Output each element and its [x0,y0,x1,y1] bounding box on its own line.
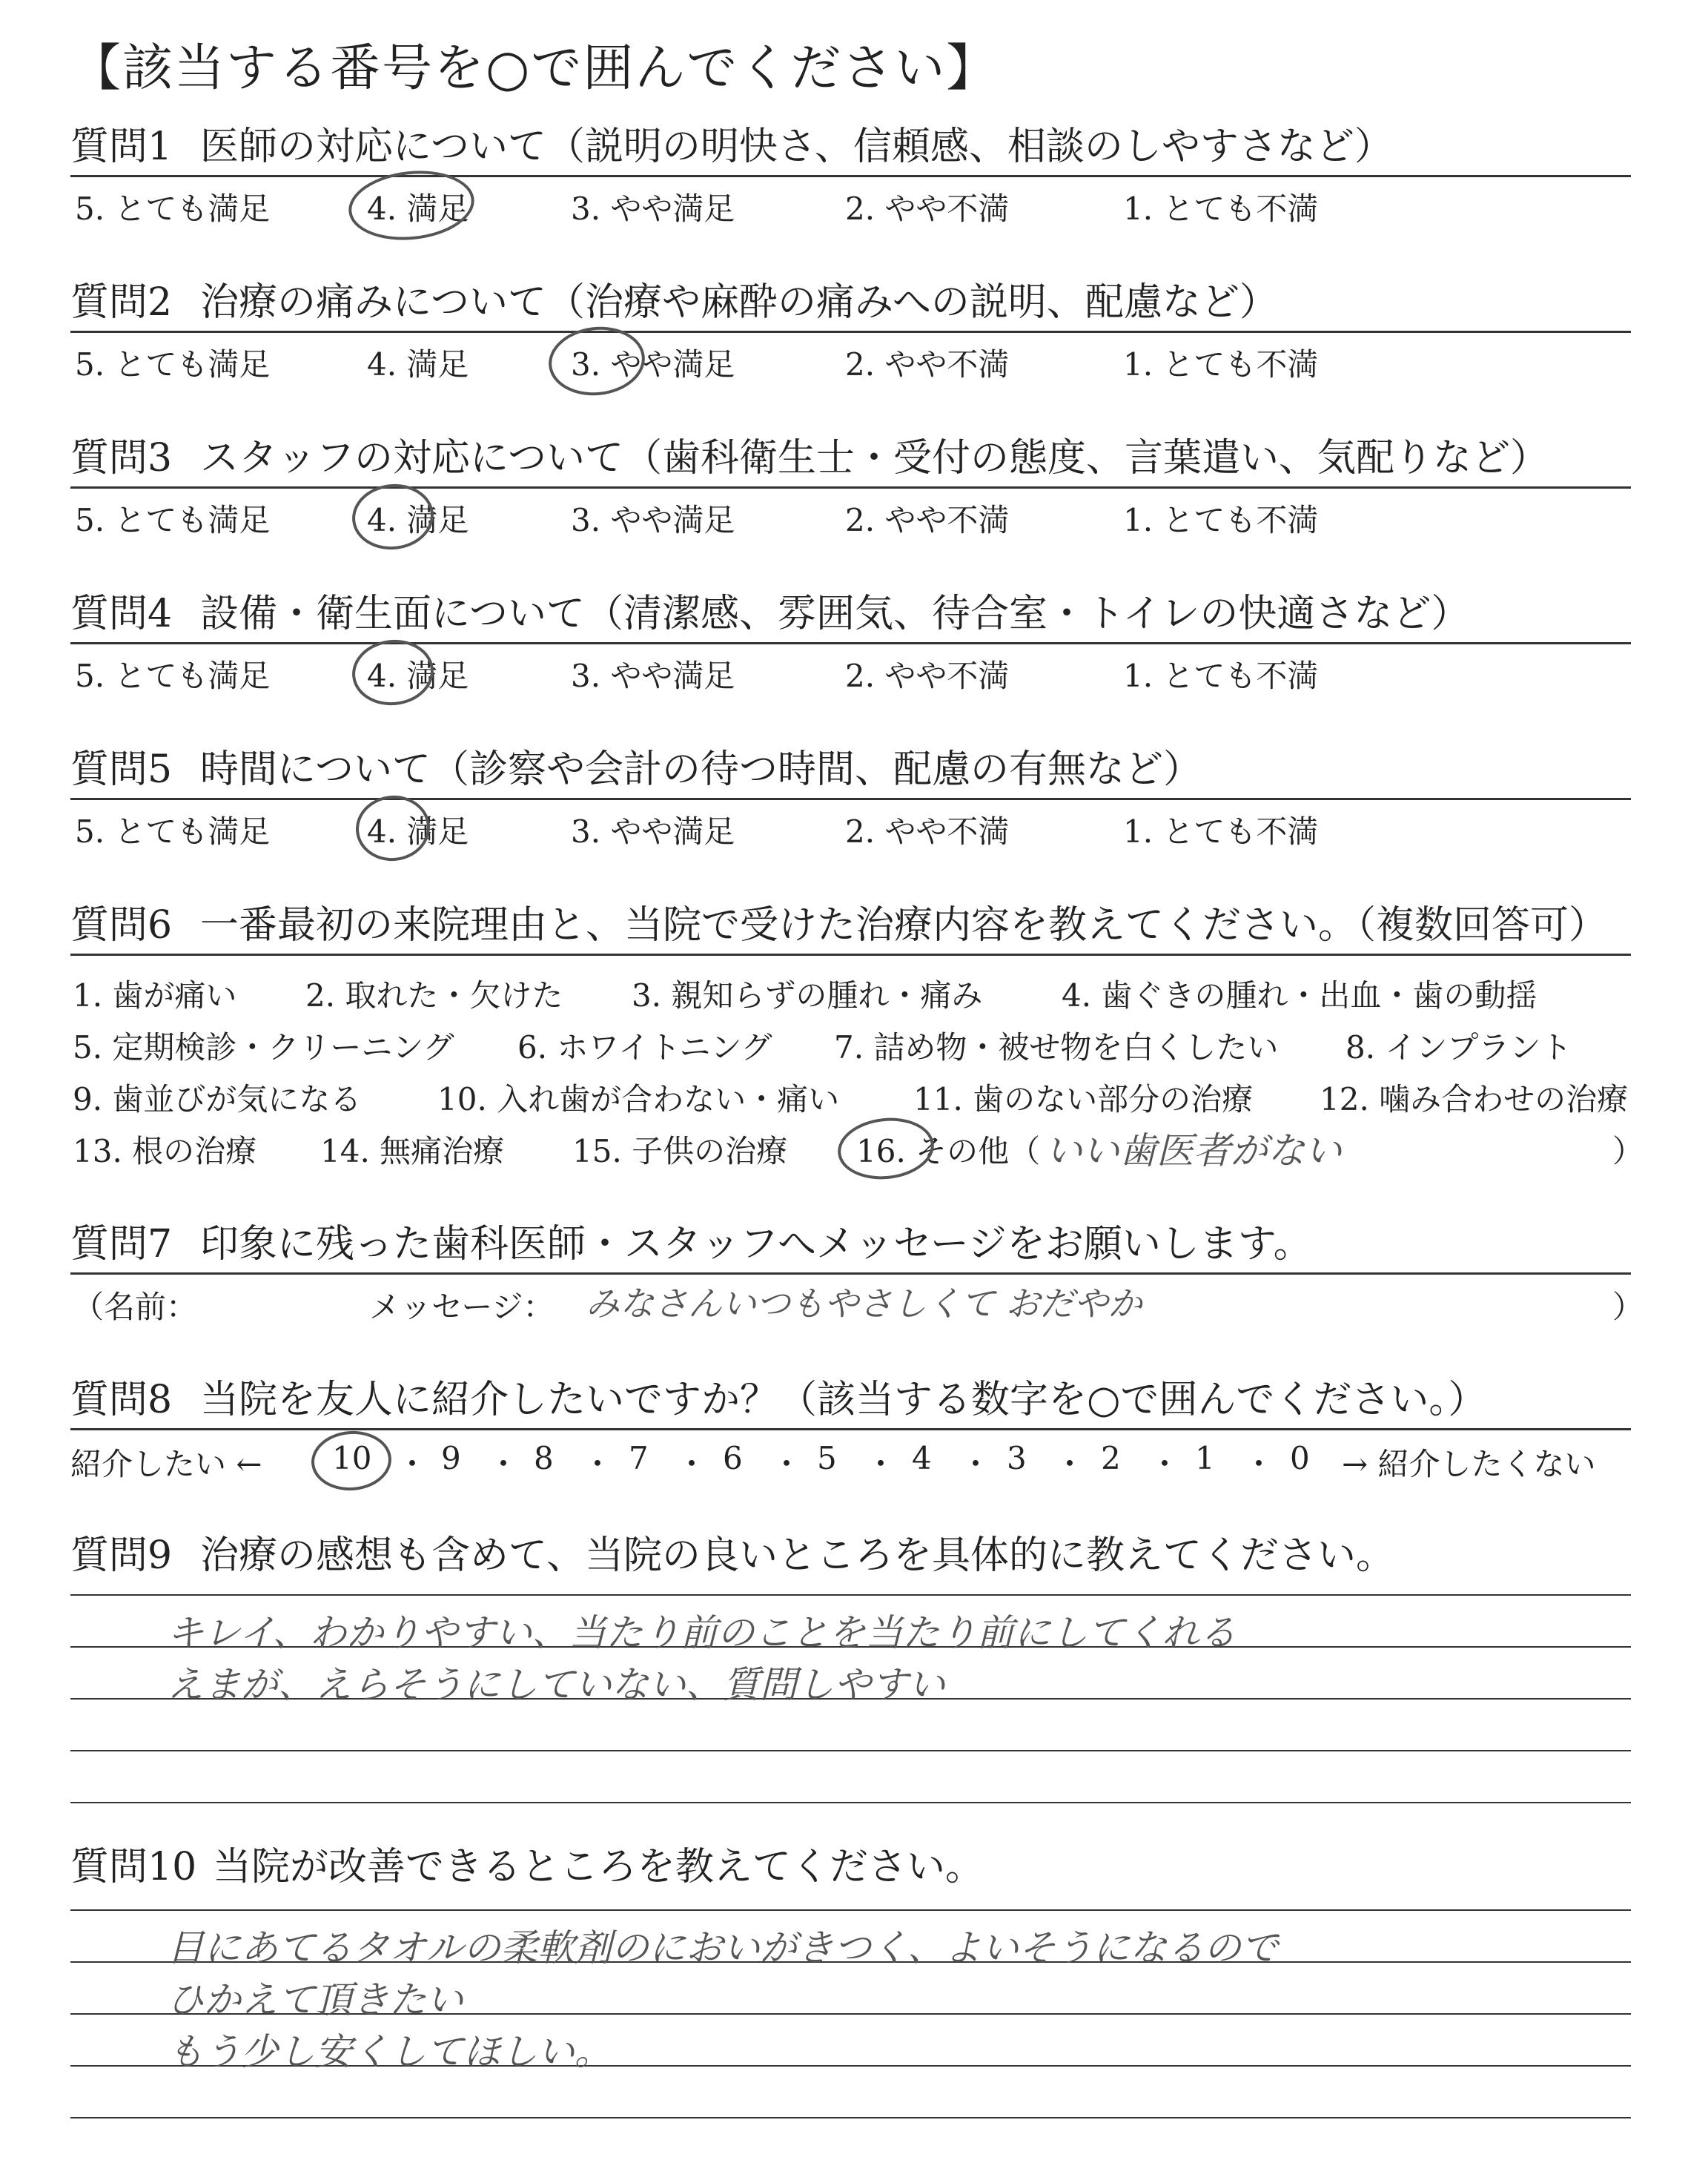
q6-option[interactable]: 10. 入れ歯が合わない・痛い [437,1081,840,1117]
question-number: 質問4 [70,592,173,636]
option-1[interactable]: 1. とても不満 [1123,813,1319,850]
q10-answer-line: 目にあてるタオルの柔軟剤のにおいがきつく、よいそうになるので [167,1926,1278,1969]
option-2[interactable]: 2. やや不満 [845,658,1010,694]
option-2[interactable]: 2. やや不満 [845,502,1010,538]
scale-6[interactable]: 6 [723,1440,743,1476]
question-text: 一番最初の来院理由と、当院で受けた治療内容を教えてください。（複数回答可） [200,903,1608,948]
question-text: スタッフの対応について（歯科衛生士・受付の態度、言葉遣い、気配りなど） [200,436,1549,480]
option-3[interactable]: 3. やや満足 [571,658,735,694]
q6-option-other[interactable]: 16. その他（ [856,1133,1041,1169]
option-5[interactable]: 5. とても満足 [75,658,271,694]
scale-left-label: 紹介したい ← [70,1446,262,1482]
q6-other-answer[interactable]: いい歯医者がない [1045,1129,1342,1172]
option-4[interactable]: 4. 満足 [367,191,469,227]
question-5 [70,742,1631,852]
option-5[interactable]: 5. とても満足 [75,346,271,383]
scale-7[interactable]: 7 [629,1440,649,1476]
q6-option[interactable]: 7. 詰め物・被せ物を白くしたい [834,1029,1279,1066]
scale-2[interactable]: 2 [1101,1440,1121,1476]
scale-3[interactable]: 3 [1007,1440,1027,1476]
question-8 [70,1372,1631,1430]
scale-dot: ・ [1243,1446,1275,1482]
scale-10[interactable]: 10 [332,1440,372,1476]
q6-option[interactable]: 1. 歯が痛い [73,977,237,1014]
selection-circle [353,792,434,865]
question-text: 印象に残った歯科医師・スタッフへメッセージをお願いします。 [200,1222,1312,1266]
scale-dot: ・ [771,1446,803,1482]
selection-circle [546,322,649,400]
option-3[interactable]: 3. やや満足 [571,813,735,850]
q6-option[interactable]: 12. 噛み合わせの治療 [1320,1081,1629,1117]
q6-option[interactable]: 3. 親知らずの腫れ・痛み [632,977,983,1014]
selection-circle [309,1428,393,1493]
option-3[interactable]: 3. やや満足 [571,502,735,538]
option-3[interactable]: 3. やや満足 [571,346,735,383]
q6-option[interactable]: 11. 歯のない部分の治療 [913,1081,1254,1117]
question-number: 質問2 [70,280,173,325]
option-1[interactable]: 1. とても不満 [1123,658,1319,694]
option-1[interactable]: 1. とても不満 [1123,191,1319,227]
option-2[interactable]: 2. やや不満 [845,346,1010,383]
question-text: 設備・衛生面について（清潔感、雰囲気、待合室・トイレの快適さなど） [200,592,1470,636]
scale-dot: ・ [1149,1446,1181,1482]
scale-dot: ・ [582,1446,614,1482]
question-3 [70,430,1631,541]
question-number: 質問6 [70,903,173,948]
scale-dot: ・ [488,1446,520,1482]
option-4[interactable]: 4. 満足 [367,813,469,850]
question-number: 質問9 [70,1533,173,1578]
scale-4[interactable]: 4 [912,1440,932,1476]
option-5[interactable]: 5. とても満足 [75,502,271,538]
ruled-line [70,1909,1631,1911]
option-4[interactable]: 4. 満足 [367,658,469,694]
scale-8[interactable]: 8 [534,1440,554,1476]
scale-dot: ・ [676,1446,708,1482]
option-1[interactable]: 1. とても不満 [1123,502,1319,538]
question-number: 質問8 [70,1378,173,1422]
form-title: 【該当する番号を○で囲んでください】 [70,39,999,98]
question-7 [70,1216,1631,1275]
question-9 [70,1527,1631,1584]
question-text: 治療の痛みについて（治療や麻酔の痛みへの説明、配慮など） [200,280,1278,325]
question-text: 医師の対応について（説明の明快さ、信頼感、相談のしやすさなど） [200,125,1393,169]
q9-answer-line: えまが、えらそうにしていない、質問しやすい [167,1663,945,1706]
q6-option[interactable]: 13. 根の治療 [73,1133,257,1169]
q7-close: ） [1612,1289,1644,1325]
scale-9[interactable]: 9 [441,1440,461,1476]
scale-0[interactable]: 0 [1290,1440,1310,1476]
question-4 [70,586,1631,696]
question-text: 当院が改善できるところを教えてください。 [213,1845,984,1889]
scale-dot: ・ [865,1446,897,1482]
question-number: 質問5 [70,747,173,792]
selection-circle [349,635,437,709]
ruled-line [70,1750,1631,1751]
option-5[interactable]: 5. とても満足 [75,813,271,850]
question-text: 当院を友人に紹介したいですか？（該当する数字を○で囲んでください。） [200,1378,1487,1422]
option-2[interactable]: 2. やや不満 [845,191,1010,227]
q7-name-label: （名前： [73,1289,198,1325]
question-number: 質問7 [70,1222,173,1266]
ruled-line [70,1802,1631,1803]
q6-option[interactable]: 14. 無痛治療 [320,1133,505,1169]
q9-answer-line: キレイ、わかりやすい、当たり前のことを当たり前にしてくれる [167,1611,1237,1654]
question-number: 質問1 [70,125,173,169]
question-10 [70,1839,1631,1895]
q6-other-close: ） [1612,1133,1644,1169]
selection-circle [349,480,437,553]
ruled-line [70,2117,1631,2118]
q7-message-label: メッセージ： [369,1289,555,1325]
ruled-line [70,1594,1631,1596]
scale-5[interactable]: 5 [817,1440,837,1476]
option-1[interactable]: 1. とても不満 [1123,346,1319,383]
q6-option[interactable]: 5. 定期検診・クリーニング [73,1029,454,1066]
option-4[interactable]: 4. 満足 [367,346,469,383]
q10-answer-line: ひかえて頂きたい [167,1978,463,2021]
q10-answer-line: もう少し安くしてほしい。 [167,2030,612,2073]
scale-dot: ・ [960,1446,992,1482]
q6-option[interactable]: 9. 歯並びが気になる [73,1081,362,1117]
question-text: 治療の感想も含めて、当院の良いところを具体的に教えてください。 [200,1533,1394,1578]
selection-circle [345,165,478,245]
q6-option[interactable]: 2. 取れた・欠けた [305,977,563,1014]
option-3[interactable]: 3. やや満足 [571,191,735,227]
option-4[interactable]: 4. 満足 [367,502,469,538]
q6-option[interactable]: 6. ホワイトニング [517,1029,772,1066]
option-2[interactable]: 2. やや不満 [845,813,1010,850]
option-5[interactable]: 5. とても満足 [75,191,271,227]
q6-option[interactable]: 8. インプラント [1345,1029,1572,1066]
scale-1[interactable]: 1 [1195,1440,1215,1476]
question-text: 時間について（診察や会計の待つ時間、配慮の有無など） [200,747,1202,792]
scale-dot: ・ [1054,1446,1086,1482]
q6-option[interactable]: 4. 歯ぐきの腫れ・出血・歯の動揺 [1062,977,1537,1014]
selection-circle [835,1113,937,1183]
scale-right-label: → 紹介したくない [1342,1446,1596,1482]
question-1 [70,119,1631,229]
question-6 [70,897,1631,956]
q6-option[interactable]: 15. 子供の治療 [572,1133,788,1169]
scale-dot: ・ [397,1446,428,1482]
q7-message[interactable]: みなさんいつもやさしくて おだやか [586,1284,1142,1324]
question-number: 質問3 [70,436,173,480]
question-number: 質問10 [70,1845,197,1889]
question-2 [70,274,1631,385]
